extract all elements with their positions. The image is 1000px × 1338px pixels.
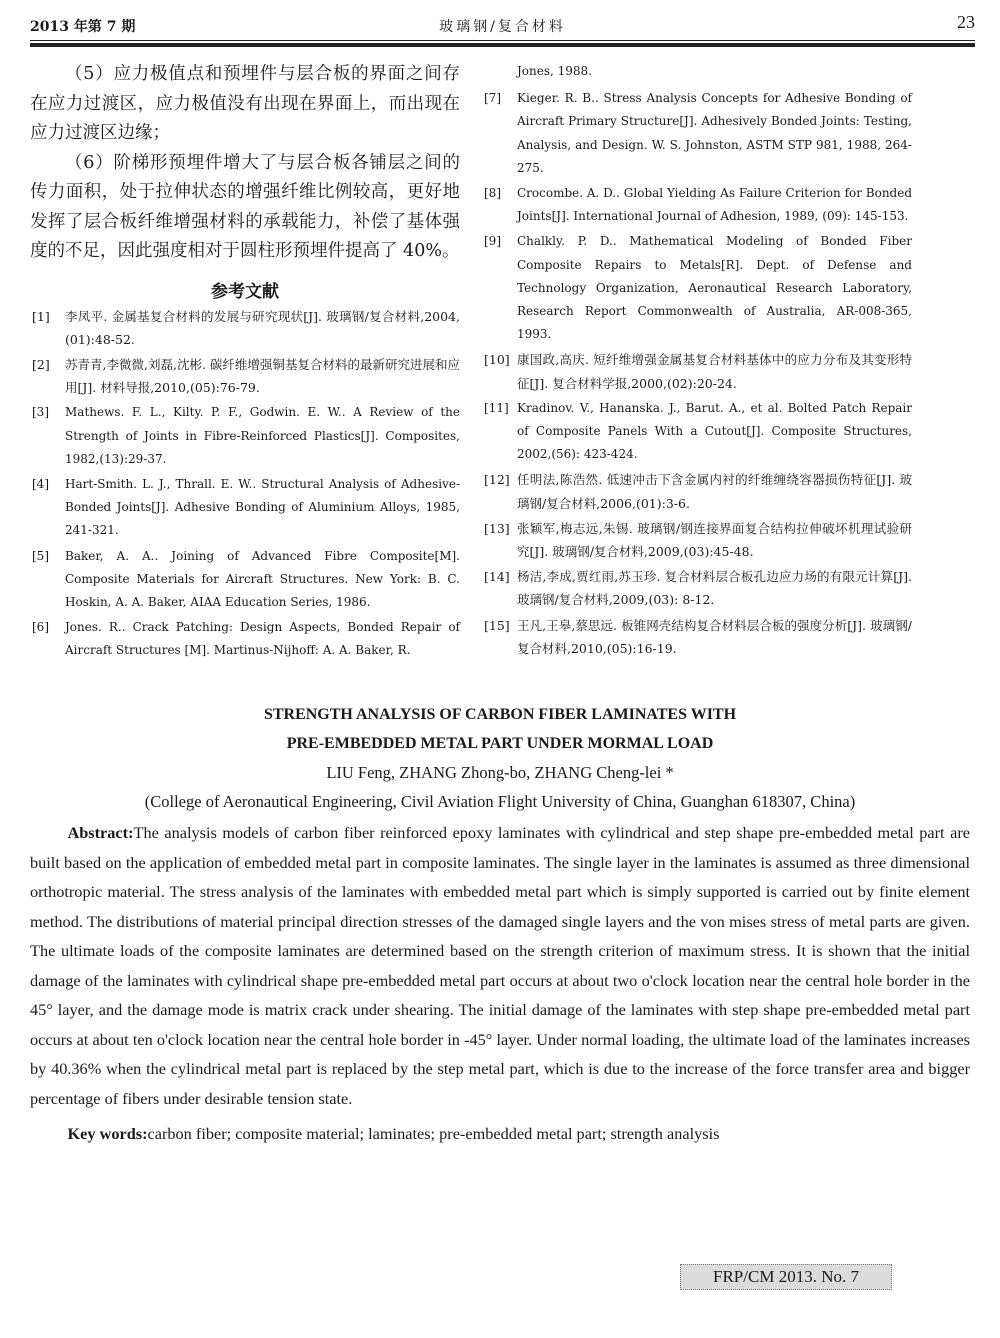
- english-abstract: [30, 818, 970, 1113]
- reference-item: [30, 545, 460, 615]
- reference-number: [9]: [484, 234, 501, 249]
- conclusion-item-5: （5）应力极值点和预埋件与层合板的界面之间存在应力过渡区，应力极值没有出现在界面上，而出现在应力过渡区边缘；: [30, 64, 460, 143]
- reference-text: Baker, A. A.. Joining of Advanced Fibre Composite[M]. Composite Materials for Aircraft Structures. New York: B. C. Hoskin, A. A. Baker, AIAA Education Series, 1986.: [65, 548, 460, 609]
- english-title-line-1: STRENGTH ANALYSIS OF CARBON FIBER LAMINATES WITH: [263, 706, 737, 723]
- english-abstract-section: [30, 700, 970, 1148]
- journal-title: 玻璃钢/复合材料: [439, 19, 566, 35]
- header-rule-thin: [30, 40, 975, 41]
- reference-item: [482, 230, 912, 346]
- reference-number: [6]: [32, 620, 49, 635]
- reference-text: 苏青青,李微微,刘磊,沈彬. 碳纤维增强铜基复合材料的最新研究进展和应用[J]. 材料导报,2010,(05):76-79.: [65, 356, 460, 396]
- reference-text: 杨洁,李成,贾红雨,苏玉珍. 复合材料层合板孔边应力场的有限元计算[J]. 玻璃钢/复合材料,2009,(03): 8-12.: [517, 569, 912, 608]
- keywords-label: Key words:: [67, 1124, 148, 1143]
- reference-text: Kieger. R. B.. Stress Analysis Concepts for Adhesive Bonding of Aircraft Primary Structure[J]. Adhesively Bonded Joints: Testing, Analysis, and Design. W. S. Johnston, ASTM STP 981, 1988, 264-275.: [517, 91, 912, 175]
- abstract-label: Abstract:: [67, 823, 134, 842]
- reference-number: [11]: [484, 400, 509, 415]
- reference-list-right: [482, 87, 912, 660]
- reference-item: [482, 87, 912, 180]
- reference-number: [5]: [32, 548, 49, 563]
- reference-text: 王凡,王皋,蔡思远. 板锥网壳结构复合材料层合板的强度分析[J]. 玻璃钢/复合材料,2010,(05):16-19.: [517, 617, 912, 656]
- reference-number: [3]: [32, 405, 49, 420]
- reference-number: [7]: [484, 91, 501, 106]
- reference-number: [4]: [32, 476, 49, 491]
- reference-number: [10]: [484, 352, 510, 368]
- reference-item: [482, 182, 912, 228]
- reference-number: [8]: [484, 186, 501, 201]
- reference-item: [30, 353, 460, 399]
- reference-number: [14]: [484, 569, 510, 585]
- left-column: [30, 60, 460, 665]
- reference-item: [30, 305, 460, 351]
- english-keywords: [30, 1119, 970, 1148]
- reference-number: [1]: [32, 308, 50, 324]
- references-heading: 参考文献: [211, 281, 279, 302]
- reference-text: Kradinov. V., Hananska. J., Barut. A., et al. Bolted Patch Repair of Composite Panels With a Cutout[J]. Composite Structures, 2002,(56): 423-424.: [517, 400, 912, 462]
- conclusion-item-6: （6）阶梯形预埋件增大了与层合板各铺层之间的传力面积，处于拉伸状态的增强纤维比例较高，更好地发挥了层合板纤维增强材料的承载能力，补偿了基体强度的不足，因此强度相对于圆柱形预埋件提高了 40%。: [30, 152, 460, 261]
- reference-text: Hart-Smith. L. J., Thrall. E. W.. Structural Analysis of Adhesive-Bonded Joints[J]. Adhesive Bonding of Aluminium Alloys, 1985, 241-321.: [65, 476, 460, 538]
- reference-number: [12]: [484, 472, 510, 488]
- issue-label: 2013 年第 7 期: [30, 19, 136, 35]
- reference-item: [30, 473, 460, 543]
- english-affiliation: (College of Aeronautical Engineering, Civil Aviation Flight University of China, Guanghan 618307, China): [144, 792, 856, 811]
- reference-continuation: Jones, 1988.: [517, 64, 593, 78]
- reference-item: [482, 614, 912, 660]
- reference-item: [482, 348, 912, 394]
- reference-item: [30, 616, 460, 662]
- reference-text: Chalkly. P. D.. Mathematical Modeling of Bonded Fiber Composite Repairs to Metals[R]. Dept. of Defense and Technology Organization, Aeronautical Research Laboratory, Research Report Commonwealth of Australia, AR-008-365, 1993.: [517, 234, 912, 342]
- reference-item: [30, 401, 460, 471]
- page-number: 23: [957, 12, 975, 32]
- english-title-line-2: PRE-EMBEDDED METAL PART UNDER MORMAL LOAD: [286, 735, 714, 752]
- right-column: [482, 60, 912, 662]
- reference-item: [482, 468, 912, 514]
- reference-text: Jones. R.. Crack Patching: Design Aspects, Bonded Repair of Aircraft Structures [M]. Martinus-Nijhoff: A. A. Baker, R.: [65, 620, 460, 658]
- reference-number: [2]: [32, 356, 50, 372]
- reference-item: [482, 565, 912, 611]
- footer-journal-tag: FRP/CM 2013. No. 7: [680, 1264, 892, 1290]
- reference-text: 张颖军,梅志远,朱锡. 玻璃钢/钢连接界面复合结构拉伸破坏机理试验研究[J]. 玻璃钢/复合材料,2009,(03):45-48.: [517, 520, 912, 560]
- reference-list-left: [30, 305, 460, 663]
- reference-text: 康国政,高庆. 短纤维增强金属基复合材料基体中的应力分布及其变形特征[J]. 复合材料学报,2000,(02):20-24.: [517, 352, 912, 391]
- page-header: [30, 12, 975, 38]
- header-rule-thick: [30, 43, 975, 47]
- keywords-text: carbon fiber; composite material; laminates; pre-embedded metal part; strength analysis: [147, 1124, 720, 1143]
- reference-text: 李凤平. 金属基复合材料的发展与研究现状[J]. 玻璃钢/复合材料,2004,(01):48-52.: [65, 308, 460, 347]
- english-authors: LIU Feng, ZHANG Zhong-bo, ZHANG Cheng-lei *: [326, 763, 674, 782]
- reference-item: [482, 397, 912, 467]
- reference-item: [482, 517, 912, 563]
- reference-text: Mathews. F. L., Kilty. P. F., Godwin. E. W.. A Review of the Strength of Joints in Fibre-Reinforced Plastics[J]. Composites, 1982,(13):29-37.: [65, 405, 460, 466]
- reference-number: [13]: [484, 520, 510, 536]
- reference-text: Crocombe. A. D.. Global Yielding As Failure Criterion for Bonded Joints[J]. International Journal of Adhesion, 1989, (09): 145-153.: [517, 186, 913, 224]
- reference-number: [15]: [484, 617, 510, 633]
- reference-text: 任明法,陈浩然. 低速冲击下含金属内衬的纤维缠绕容器损伤特征[J]. 玻璃钢/复合材料,2006,(01):3-6.: [517, 472, 912, 511]
- abstract-text: The analysis models of carbon fiber reinforced epoxy laminates with cylindrical and step shape pre-embedded metal part are built based on the application of embedded metal part in composite laminates. The single layer in the laminates is assumed as three dimensional orthotropic material. The stress analysis of the laminates with embedded metal part which is simply supported is carried out by finite element method. The distributions of material principal direction stresses of the damaged single layers and the von mises stress of metal parts are given. The ultimate loads of the composite laminates are determined based on the strength criterion of maximum stress. It is shown that the initial damage of the laminates with cylindrical shape pre-embedded metal part occurs at about two o'clock location near the central hole border in the 45° layer, and the damage mode is matrix crack under shearing. The initial damage of the laminates with step shape pre-embedded metal part occurs at about ten o'clock location near the central hole border in -45° layer. Under normal loading, the ultimate load of the laminates increases by 40.36% when the cylindrical metal part is replaced by the step metal part, which is due to the increase of the force transfer area and bigger percentage of fibers under desirable tension state.: [30, 823, 970, 1108]
